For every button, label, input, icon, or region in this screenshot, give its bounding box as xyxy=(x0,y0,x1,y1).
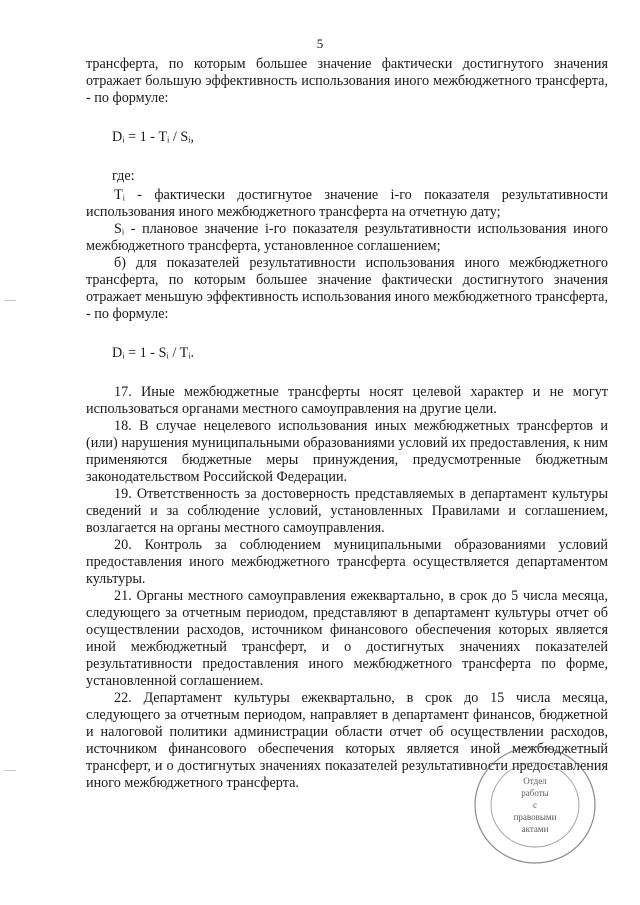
page-number: 5 xyxy=(316,36,324,51)
item-b-paragraph: б) для показателей результативности использования иного межбюджетного трансферта, по которым большее значение фактически достигнутого значения отражает меньшую эффективность использования иного межбюджетного трансферта, - по формуле: xyxy=(86,255,608,322)
stamp-line: актами xyxy=(521,824,549,834)
paragraph-21: 21. Органы местного самоуправления ежеквартально, в срок до 5 числа месяца, следующего за отчетным периодом, представляют в департамент культуры отчет об осуществлении расходов, источником финансового обеспечения которых является иной межбюджетный трансферт, и о достигнутых значениях показателей результативности предоставления иного межбюджетного трансферта по форме, установленной соглашением. xyxy=(86,588,608,689)
definition-s: Sᵢ - плановое значение i-го показателя результативности использования иного межбюджетного трансферта, установленное соглашением; xyxy=(86,221,608,254)
formula-2: Dᵢ = 1 - Sᵢ / Tᵢ. xyxy=(112,345,195,361)
intro-paragraph: трансферта, по которым большее значение фактически достигнутого значения отражает большую эффективность использования иного межбюджетного трансферта, - по формуле: xyxy=(86,56,608,106)
margin-mark xyxy=(4,300,16,301)
document-body xyxy=(86,56,608,792)
margin-mark xyxy=(4,770,16,771)
paragraph-22: 22. Департамент культуры ежеквартально, в срок до 15 числа месяца, следующего за отчетным периодом, направляет в департамент финансов, бюджетной и налоговой политики администрации области отчет об осуществлении расходов, источником финансового обеспечения которых является иной межбюджетный трансферт, и о достигнутых значениях показателей результативности предоставления иного межбюджетного трансферта. xyxy=(86,690,608,791)
stamp-line: с xyxy=(533,800,537,810)
paragraph-19: 19. Ответственность за достоверность представляемых в департамент культуры сведений и за соблюдение условий, установленных Правилами и соглашением, возлагается на органы местного самоуправления. xyxy=(86,486,608,536)
where-label: где: xyxy=(112,168,135,184)
stamp-seal xyxy=(470,742,600,868)
stamp-line: работы xyxy=(521,788,549,798)
formula-1: Dᵢ = 1 - Tᵢ / Sᵢ, xyxy=(112,129,195,145)
paragraph-17: 17. Иные межбюджетные трансферты носят целевой характер и не могут использоваться органами местного самоуправления на другие цели. xyxy=(86,384,608,417)
stamp-line: правовыми xyxy=(513,812,557,822)
paragraph-18: 18. В случае нецелевого использования иных межбюджетных трансфертов и (или) нарушения муниципальными образованиями условий их предоставления, к ним применяются бюджетные меры принуждения, предусмотренные бюджетным законодательством Российской Федерации. xyxy=(86,418,608,485)
definition-t: Tᵢ - фактически достигнутое значение i-го показателя результативности использования иного межбюджетного трансферта на отчетную дату; xyxy=(86,187,608,220)
paragraph-20: 20. Контроль за соблюдением муниципальными образованиями условий предоставления иного межбюджетного трансферта осуществляется департаментом культуры. xyxy=(86,537,608,587)
stamp-line: Отдел xyxy=(523,776,547,786)
